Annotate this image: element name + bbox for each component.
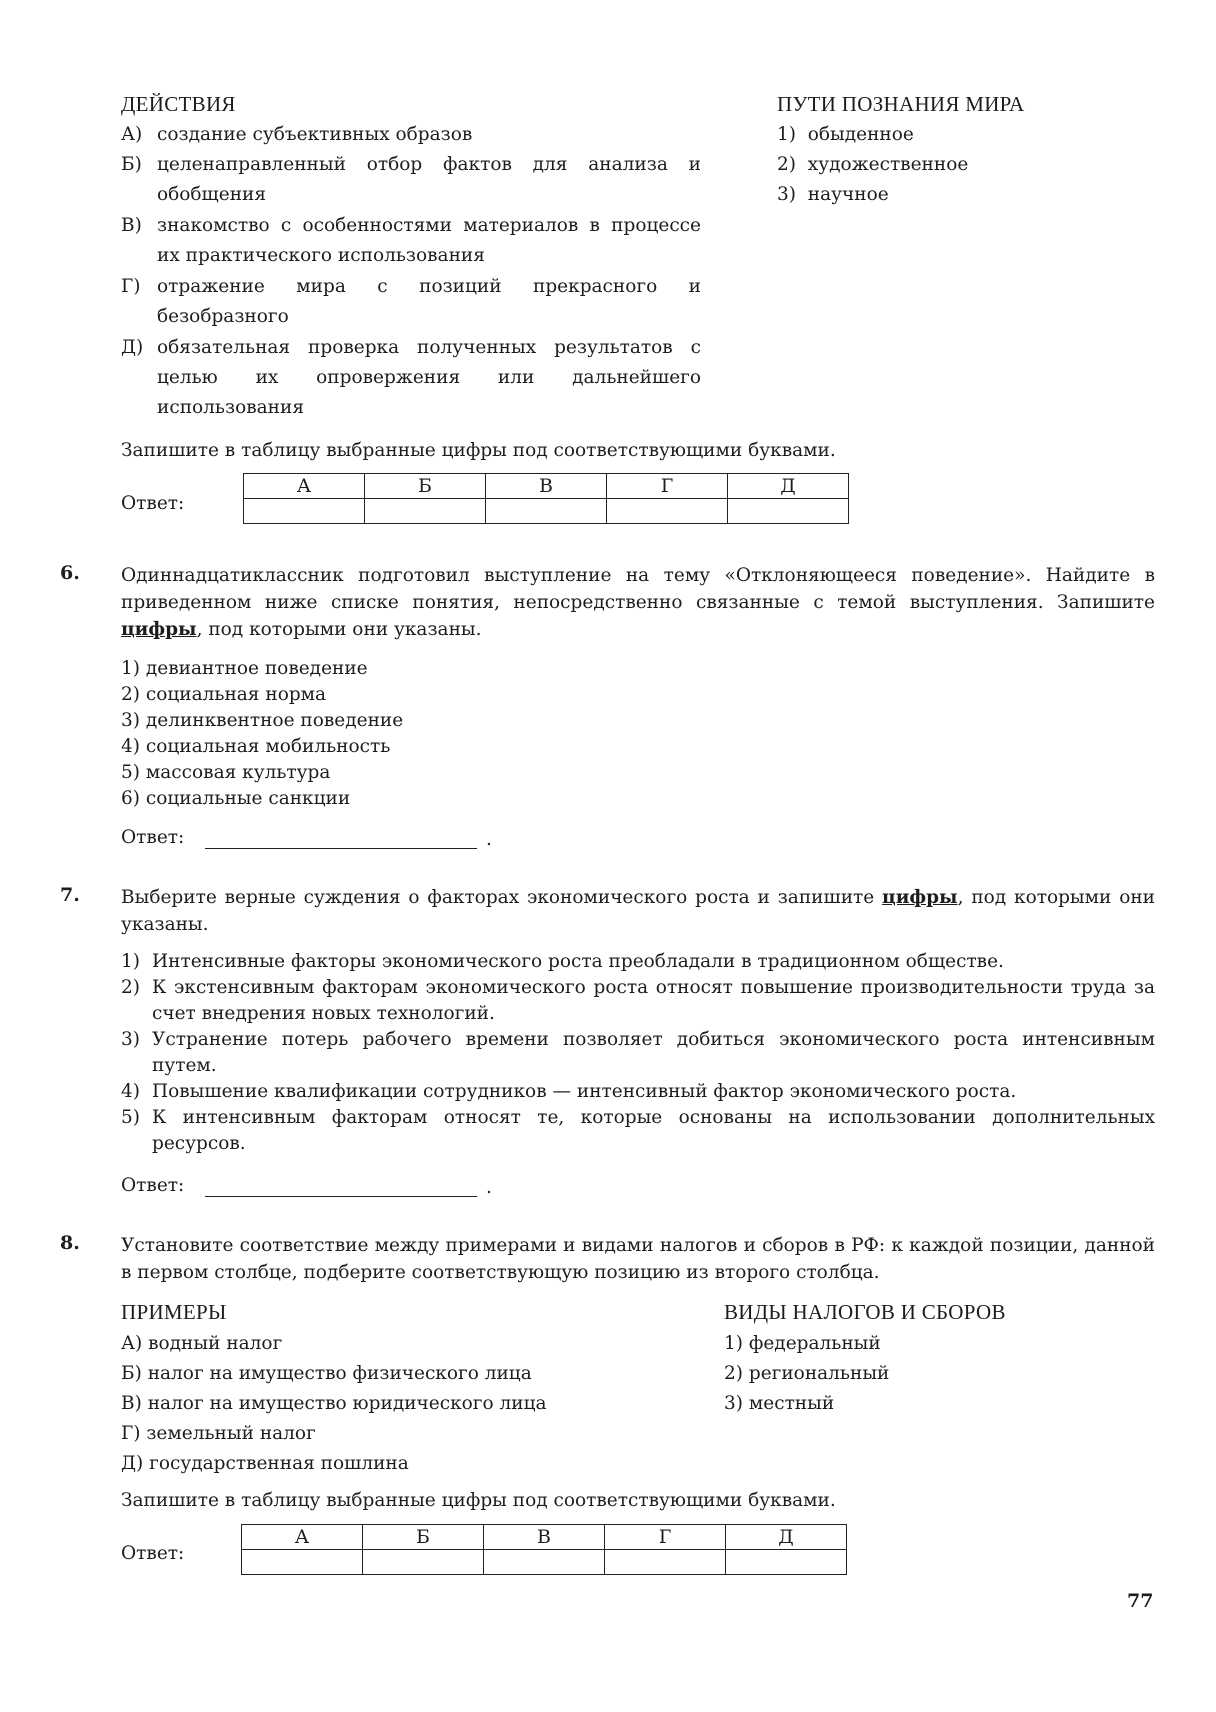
q7-answer-dot: . (486, 1177, 492, 1198)
answer-header-d: Д (726, 1525, 847, 1550)
q7-item-text: Повышение квалификации сотрудников — интенсивный фактор экономического роста. (152, 1081, 1017, 1102)
q8-example-g: Г) земельный налог (121, 1423, 316, 1444)
q6-item-5: 5) массовая культура (121, 762, 331, 783)
q5-action-b (121, 150, 701, 210)
q5-action-label: А) (121, 124, 143, 145)
q5-way-label: 1) (777, 124, 796, 145)
q5-action-label: Д) (121, 337, 144, 358)
q5-way-1 (777, 120, 914, 150)
answer-cell-d[interactable] (726, 1550, 847, 1575)
q6-item-1: 1) девиантное поведение (121, 658, 368, 679)
q5-way-label: 2) (777, 154, 796, 175)
q5-action-label: Г) (121, 276, 141, 297)
answer-cell-a[interactable] (242, 1550, 363, 1575)
answer-header-v: В (486, 474, 607, 499)
q6-text (121, 562, 1155, 643)
q7-text-after: , под которыми они указаны. (121, 887, 1156, 935)
q7-item-2 (121, 975, 1155, 1027)
q8-instruction: Запишите в таблицу выбранные цифры под соответствующими буквами. (121, 1490, 836, 1511)
q6-answer-label: Ответ: (121, 827, 185, 848)
q7-item-3 (121, 1027, 1155, 1079)
answer-header-g: Г (605, 1525, 726, 1550)
q6-answer-dot: . (486, 829, 492, 850)
answer-cell-d[interactable] (728, 499, 849, 524)
q8-kind-2: 2) региональный (724, 1363, 890, 1384)
answer-header-d: Д (728, 474, 849, 499)
q7-item-4 (121, 1079, 1155, 1105)
q5-way-2 (777, 150, 968, 180)
q5-way-text: обыденное (807, 124, 914, 145)
q6-item-3: 3) делинквентное поведение (121, 710, 404, 731)
answer-cell-v[interactable] (484, 1550, 605, 1575)
q5-right-title: ПУТИ ПОЗНАНИЯ МИРА (777, 92, 1025, 116)
q6-item-6: 6) социальные санкции (121, 788, 351, 809)
answer-cell-v[interactable] (486, 499, 607, 524)
q5-action-label: В) (121, 215, 142, 236)
q8-kind-1: 1) федеральный (724, 1333, 881, 1354)
q7-text-before: Выберите верные суждения о факторах экономического роста и запишите (121, 887, 883, 908)
q7-text-emph: цифры (882, 887, 958, 908)
q6-text-emph: цифры (121, 619, 197, 640)
q7-item-label: 3) (121, 1029, 140, 1050)
q7-item-text: К экстенсивным факторам экономического роста относят повышение производительности труда за счет внедрения новых технологий. (152, 977, 1155, 1024)
q7-item-text: К интенсивным факторам относят те, которые основаны на использовании дополнительных ресурсов. (152, 1107, 1155, 1154)
answer-cell-a[interactable] (244, 499, 365, 524)
answer-header-g: Г (607, 474, 728, 499)
q5-left-title: ДЕЙСТВИЯ (121, 92, 236, 116)
q8-number: 8. (60, 1232, 80, 1254)
q6-item-2: 2) социальная норма (121, 684, 327, 705)
q7-answer-blank[interactable] (205, 1174, 477, 1197)
q7-item-text: Интенсивные факторы экономического роста преобладали в традиционном обществе. (152, 951, 1004, 972)
q7-item-5 (121, 1105, 1155, 1157)
q5-action-g (121, 272, 701, 332)
answer-cell-b[interactable] (363, 1550, 484, 1575)
q8-left-title: ПРИМЕРЫ (121, 1300, 227, 1324)
q8-example-v: В) налог на имущество юридического лица (121, 1393, 547, 1414)
answer-cell-g[interactable] (607, 499, 728, 524)
q5-action-a (121, 120, 701, 150)
answer-header-a: А (242, 1525, 363, 1550)
q8-answer-table (241, 1524, 847, 1575)
answer-cell-b[interactable] (365, 499, 486, 524)
q7-item-text: Устранение потерь рабочего времени позволяет добиться экономического роста интенсивным путем. (152, 1029, 1155, 1076)
q5-answer-label: Ответ: (121, 493, 185, 514)
q5-way-3 (777, 180, 889, 210)
q5-action-text: создание субъективных образов (157, 124, 473, 145)
q5-action-d (121, 333, 701, 423)
q5-action-text: обязательная проверка полученных результатов с целью их опровержения или дальнейшего использования (157, 337, 701, 418)
q6-answer-blank[interactable] (205, 826, 477, 849)
q5-action-label: Б) (121, 154, 142, 175)
answer-header-a: А (244, 474, 365, 499)
q7-item-label: 2) (121, 977, 140, 998)
q7-item-label: 1) (121, 951, 140, 972)
q5-action-v (121, 211, 701, 271)
answer-cell-g[interactable] (605, 1550, 726, 1575)
answer-header-b: Б (363, 1525, 484, 1550)
q6-text-after: , под которыми они указаны. (196, 619, 482, 640)
q5-way-text: художественное (807, 154, 969, 175)
q7-text (121, 884, 1155, 938)
q5-answer-table (243, 473, 849, 524)
q5-action-text: знакомство с особенностями материалов в процессе их практического использования (157, 215, 701, 266)
q7-item-1 (121, 949, 1155, 975)
q7-item-label: 4) (121, 1081, 140, 1102)
q7-answer-label: Ответ: (121, 1175, 185, 1196)
page-number: 77 (1127, 1590, 1154, 1612)
q8-text: Установите соответствие между примерами и видами налогов и сборов в РФ: к каждой позиции, данной в первом столбце, подберите соответствующую позицию из второго столбца. (121, 1235, 1155, 1283)
q8-example-a: А) водный налог (121, 1333, 283, 1354)
q6-text-before: Одиннадцатиклассник подготовил выступление на тему «Отклоняющееся поведение». Найдите в приведенном ниже списке понятия, непосредственно связанные с темой выступления. Запишите (121, 565, 1155, 613)
q8-answer-label: Ответ: (121, 1543, 185, 1564)
q8-example-d: Д) государственная пошлина (121, 1453, 409, 1474)
q7-item-label: 5) (121, 1107, 140, 1128)
q5-way-text: научное (807, 184, 889, 205)
q5-action-text: отражение мира с позиций прекрасного и безобразного (157, 276, 701, 327)
q5-action-text: целенаправленный отбор фактов для анализа и обобщения (157, 154, 701, 205)
q8-kind-3: 3) местный (724, 1393, 835, 1414)
q8-example-b: Б) налог на имущество физического лица (121, 1363, 532, 1384)
answer-header-v: В (484, 1525, 605, 1550)
q5-instruction: Запишите в таблицу выбранные цифры под соответствующими буквами. (121, 440, 836, 461)
q6-number: 6. (60, 562, 80, 584)
q7-number: 7. (60, 884, 80, 906)
q6-item-4: 4) социальная мобильность (121, 736, 391, 757)
answer-header-b: Б (365, 474, 486, 499)
q8-right-title: ВИДЫ НАЛОГОВ И СБОРОВ (724, 1300, 1006, 1324)
q5-way-label: 3) (777, 184, 796, 205)
